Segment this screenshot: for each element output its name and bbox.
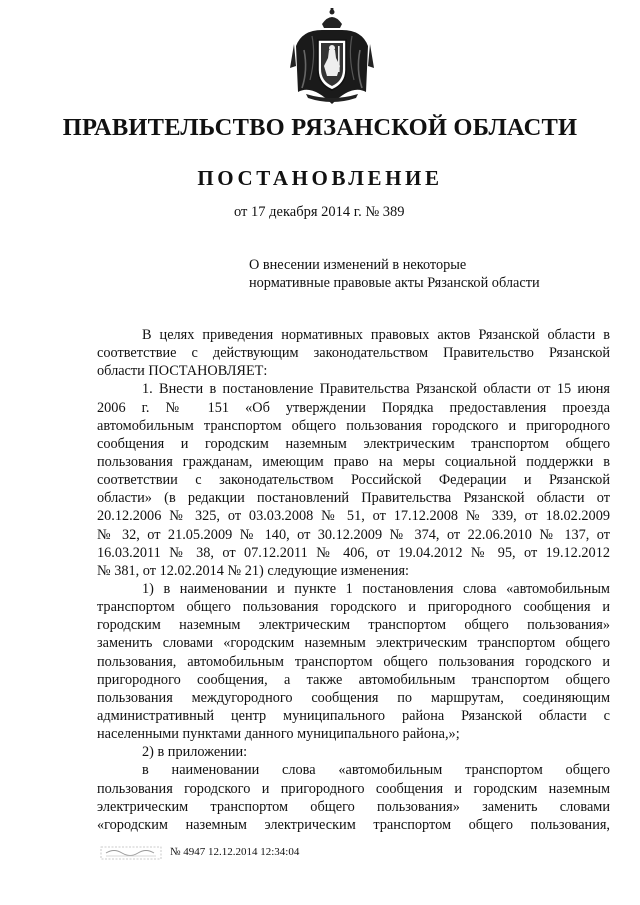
body-line: 2) в приложении: bbox=[142, 744, 248, 761]
ryazan-coat-of-arms-icon bbox=[282, 6, 382, 106]
registration-number: № 4947 12.12.2014 12:34:04 bbox=[170, 846, 300, 858]
body-line: заменить словами «городским наземным электрическим транспортом общего bbox=[97, 635, 610, 652]
body-line: пригородного сообщения, а также автомобильным транспортом общего bbox=[97, 671, 610, 688]
body-line: области» (в редакции постановлений Правительства Рязанской области от bbox=[97, 490, 610, 507]
body-line: соответствие с действующим законодательством Правительство Рязанской bbox=[97, 345, 610, 362]
body-line: транспортом общего пользования городского и пригородного сообщения и bbox=[97, 599, 610, 616]
body-line: пользования гражданам, имеющим право на меры социальной поддержки в bbox=[97, 453, 610, 470]
document-date: от 17 декабря 2014 г. № 389 bbox=[234, 204, 405, 220]
document-type: ПОСТАНОВЛЕНИЕ bbox=[197, 166, 443, 190]
body-line: 16.03.2011 № 38, от 07.12.2011 № 406, от 19.04.2012 № 95, от 19.12.2012 bbox=[97, 544, 610, 561]
body-line: пользования междугородного сообщения по маршрутам, соединяющим bbox=[97, 689, 610, 706]
body-line: электрическим транспортом общего пользования» заменить словами bbox=[97, 798, 610, 815]
body-line: 1) в наименовании и пункте 1 постановления слова «автомобильным bbox=[142, 580, 610, 597]
body-line: пользования городского и пригородного сообщения и городским наземным bbox=[97, 780, 610, 797]
body-line: городским наземным электрическим транспортом общего пользования» bbox=[97, 617, 610, 634]
document-body bbox=[97, 326, 610, 834]
body-line: 1. Внести в постановление Правительства Рязанской области от 15 июня bbox=[142, 381, 610, 398]
body-line: автомобильным транспортом общего пользования городского и пригородного bbox=[97, 417, 610, 434]
body-line: № 381, от 12.02.2014 № 21) следующие изменения: bbox=[97, 562, 410, 579]
body-line: соответствии с законодательством Российской Федерации и Рязанской bbox=[97, 472, 610, 489]
body-line: административный центр муниципального района Рязанской области с bbox=[97, 707, 610, 724]
subject-line: нормативные правовые акты Рязанской области bbox=[249, 275, 540, 291]
body-line: в наименовании слова «автомобильным транспортом общего bbox=[142, 762, 610, 779]
subject-line: О внесении изменений в некоторые bbox=[249, 257, 467, 273]
body-line: В целях приведения нормативных правовых актов Рязанской области в bbox=[142, 327, 610, 343]
document-subject bbox=[249, 256, 549, 292]
government-title: ПРАВИТЕЛЬСТВО РЯЗАНСКОЙ ОБЛАСТИ bbox=[62, 114, 578, 141]
body-line: № 32, от 21.05.2009 № 140, от 30.12.2009 № 374, от 22.06.2010 № 137, от bbox=[97, 526, 610, 543]
body-line: сообщения и городским наземным электрическим транспортом общего bbox=[97, 435, 610, 452]
body-line: области ПОСТАНОВЛЯЕТ: bbox=[97, 363, 268, 380]
body-line: 2006 г. № 151 «Об утверждении Порядка предоставления проезда bbox=[97, 399, 610, 416]
body-line: пользования, автомобильным транспортом общего пользования городского и bbox=[97, 653, 610, 670]
body-line: 20.12.2006 № 325, от 03.03.2008 № 51, от 17.12.2008 № 339, от 18.02.2009 bbox=[97, 508, 610, 525]
body-line: населенными пунктами данного муниципального района,»; bbox=[97, 726, 460, 743]
registration-stamp-icon bbox=[100, 844, 162, 862]
body-line: «городским наземным электрическим транспортом общего пользования, bbox=[97, 816, 610, 833]
